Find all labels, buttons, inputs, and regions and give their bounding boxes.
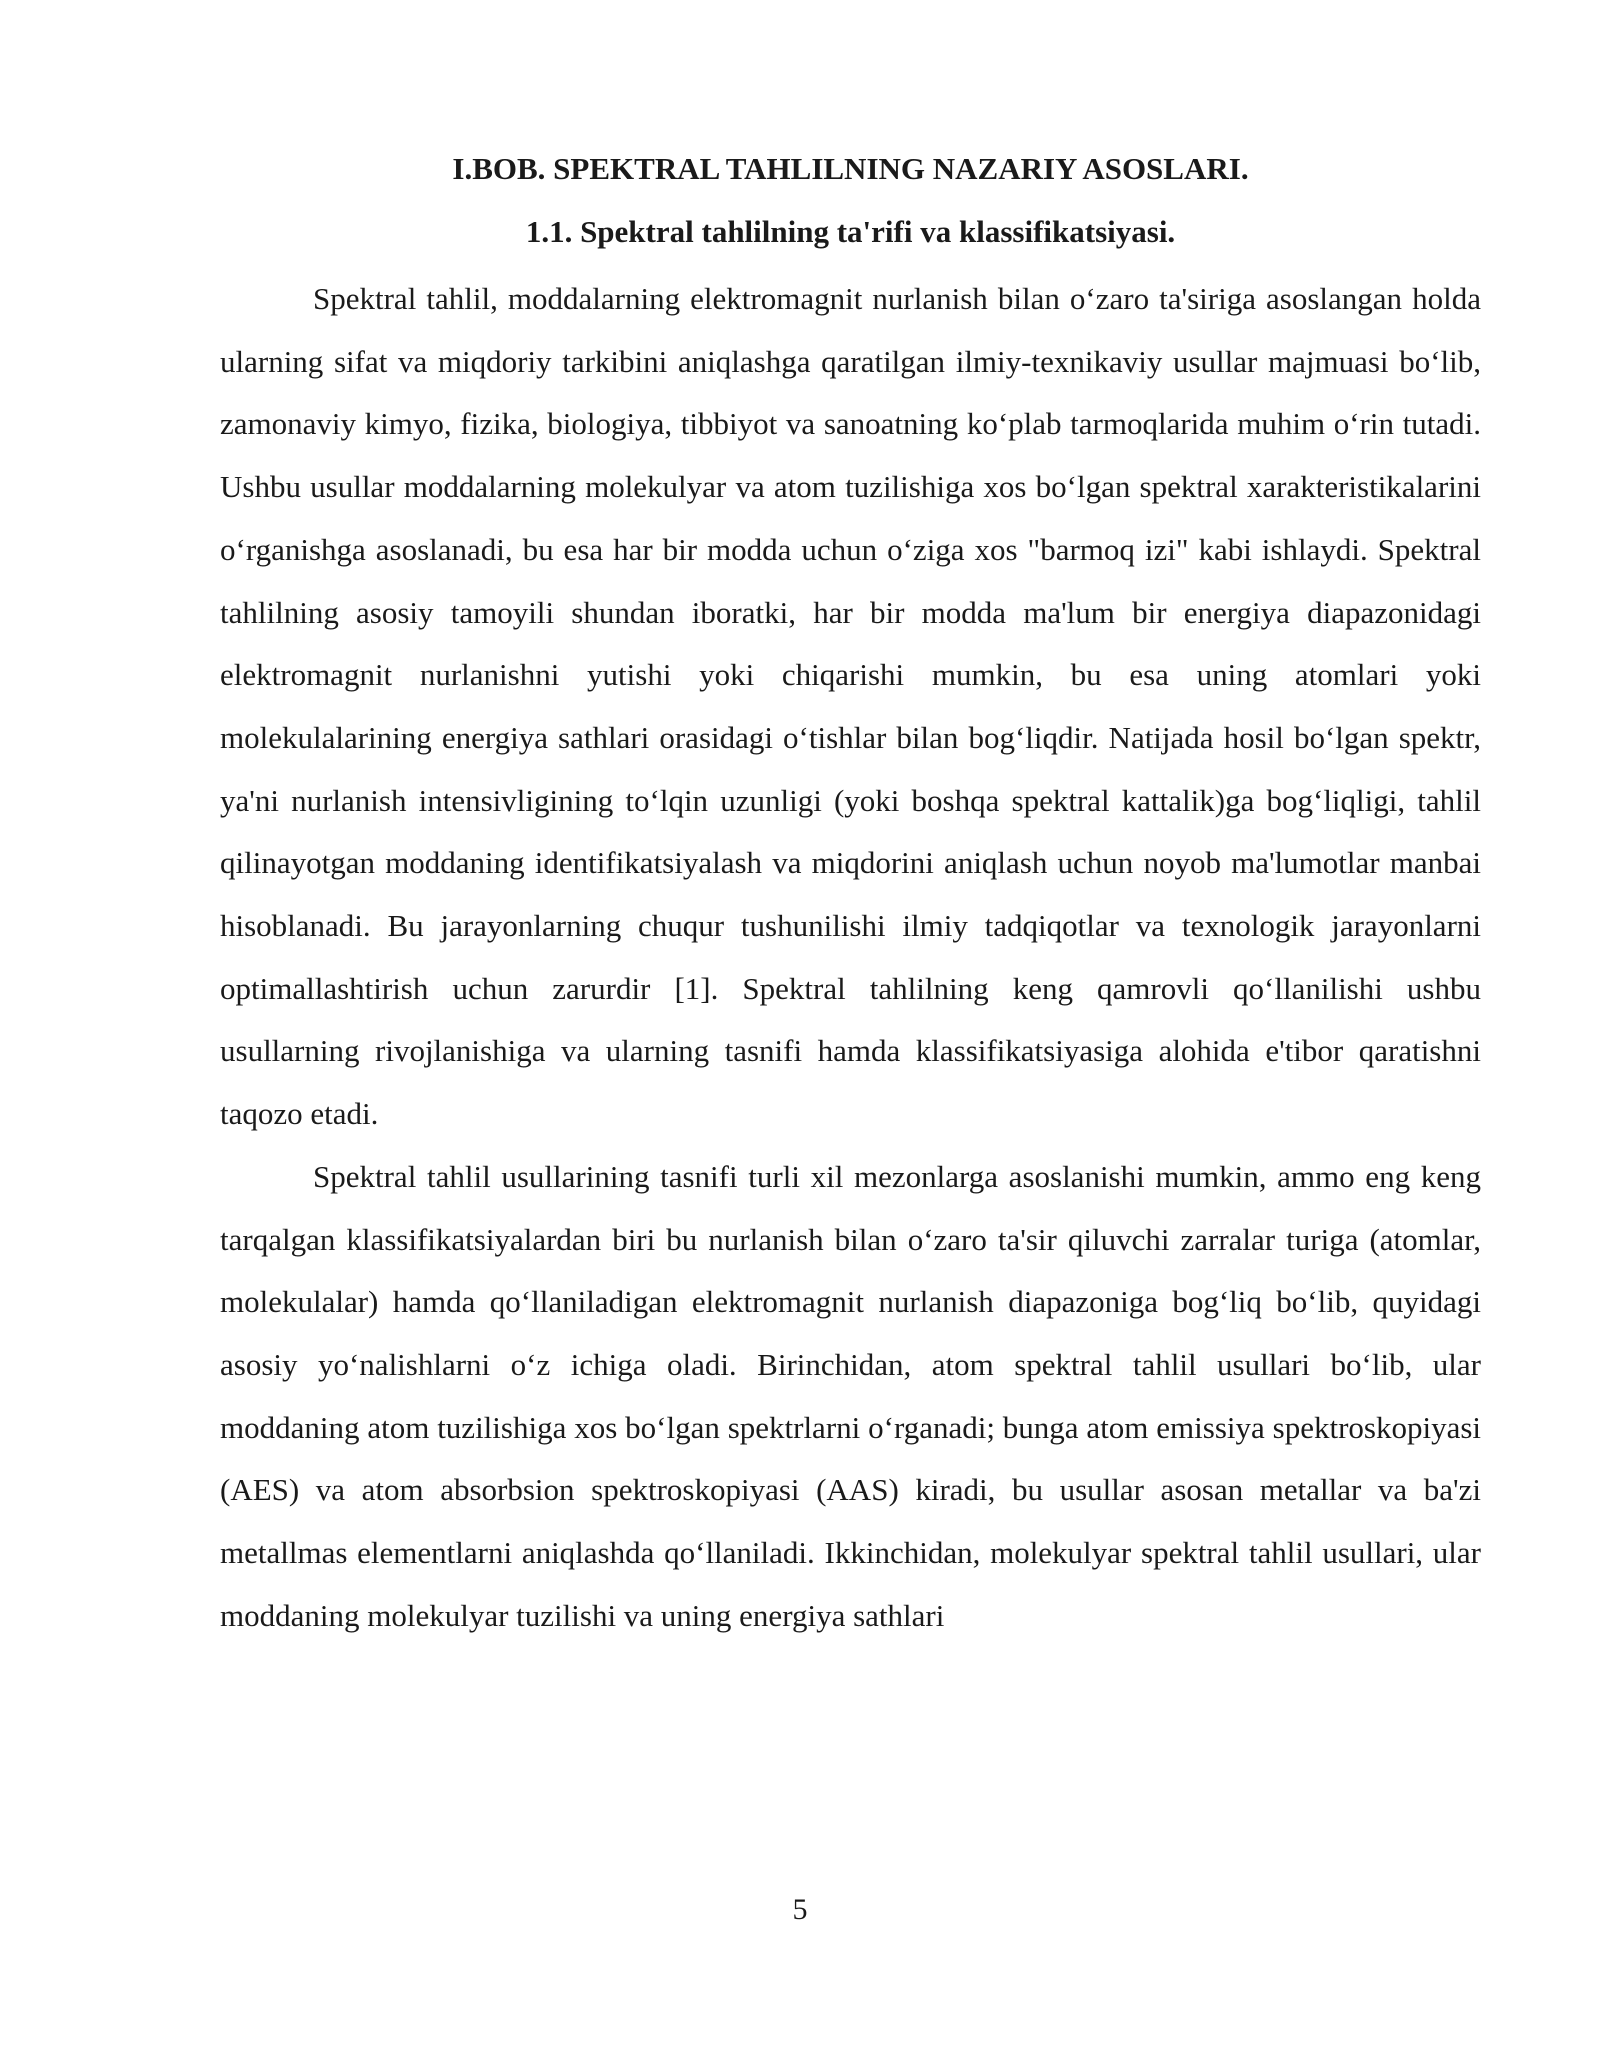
page-content — [220, 147, 1481, 1647]
section-title: 1.1. Spektral tahlilning ta'rifi va klassifikatsiyasi. — [525, 214, 1176, 249]
page-number: 5 — [792, 1893, 808, 1926]
body-paragraph-2: Spektral tahlil usullarining tasnifi turli xil mezonlarga asoslanishi mumkin, ammo eng keng tarqalgan klassifikatsiyalardan biri bu nurlanish bilan o‘zaro ta'sir qiluvchi zarralar turiga (atomlar, molekulalar) hamda qo‘llaniladigan elektromagnit nurlanish diapazoniga bog‘liq bo‘lib, quyidagi asosiy yo‘nalishlarni o‘z ichiga oladi. Birinchidan, atom spektral tahlil usullari bo‘lib, ular moddaning atom tuzilishiga xos bo‘lgan spektrlarni o‘rganadi; bunga atom emissiya spektroskopiyasi (AES) va atom absorbsion spektroskopiyasi (AAS) kiradi, bu usullar asosan metallar va ba'zi metallmas elementlarni aniqlashda qo‘llaniladi. Ikkinchidan, molekulyar spektral tahlil usullari, ular moddaning molekulyar tuzilishi va uning energiya sathlari — [220, 1158, 1481, 1633]
body-paragraph-1: Spektral tahlil, moddalarning elektromagnit nurlanish bilan o‘zaro ta'siriga asoslangan holda ularning sifat va miqdoriy tarkibini aniqlashga qaratilgan ilmiy-texnikaviy usullar majmuasi bo‘lib, zamonaviy kimyo, fizika, biologiya, tibbiyot va sanoatning ko‘plab tarmoqlarida muhim o‘rin tutadi. Ushbu usullar moddalarning molekulyar va atom tuzilishiga xos bo‘lgan spektral xarakteristikalarini o‘rganishga asoslanadi, bu esa har bir modda uchun o‘ziga xos "barmoq izi" kabi ishlaydi. Spektral tahlilning asosiy tamoyili shundan iboratki, har bir modda ma'lum bir energiya diapazonidagi elektromagnit nurlanishni yutishi yoki chiqarishi mumkin, bu esa uning atomlari yoki molekulalarining energiya sathlari orasidagi o‘tishlar bilan bog‘liqdir. Natijada hosil bo‘lgan spektr, ya'ni nurlanish intensivligining to‘lqin uzunligi (yoki boshqa spektral kattalik)ga bog‘liqligi, tahlil qilinayotgan moddaning identifikatsiyalash va miqdorini aniqlash uchun noyob ma'lumotlar manbai hisoblanadi. Bu jarayonlarning chuqur tushunilishi ilmiy tadqiqotlar va texnologik jarayonlarni optimallashtirish uchun zarurdir [1]. Spektral tahlilning keng qamrovli qo‘llanilishi ushbu usullarning rivojlanishiga va ularning tasnifi hamda klassifikatsiyasiga alohida e'tibor qaratishni taqozo etadi. — [220, 281, 1481, 1132]
chapter-title: I.BOB. SPEKTRAL TAHLILNING NAZARIY ASOSLARI. — [452, 151, 1249, 186]
